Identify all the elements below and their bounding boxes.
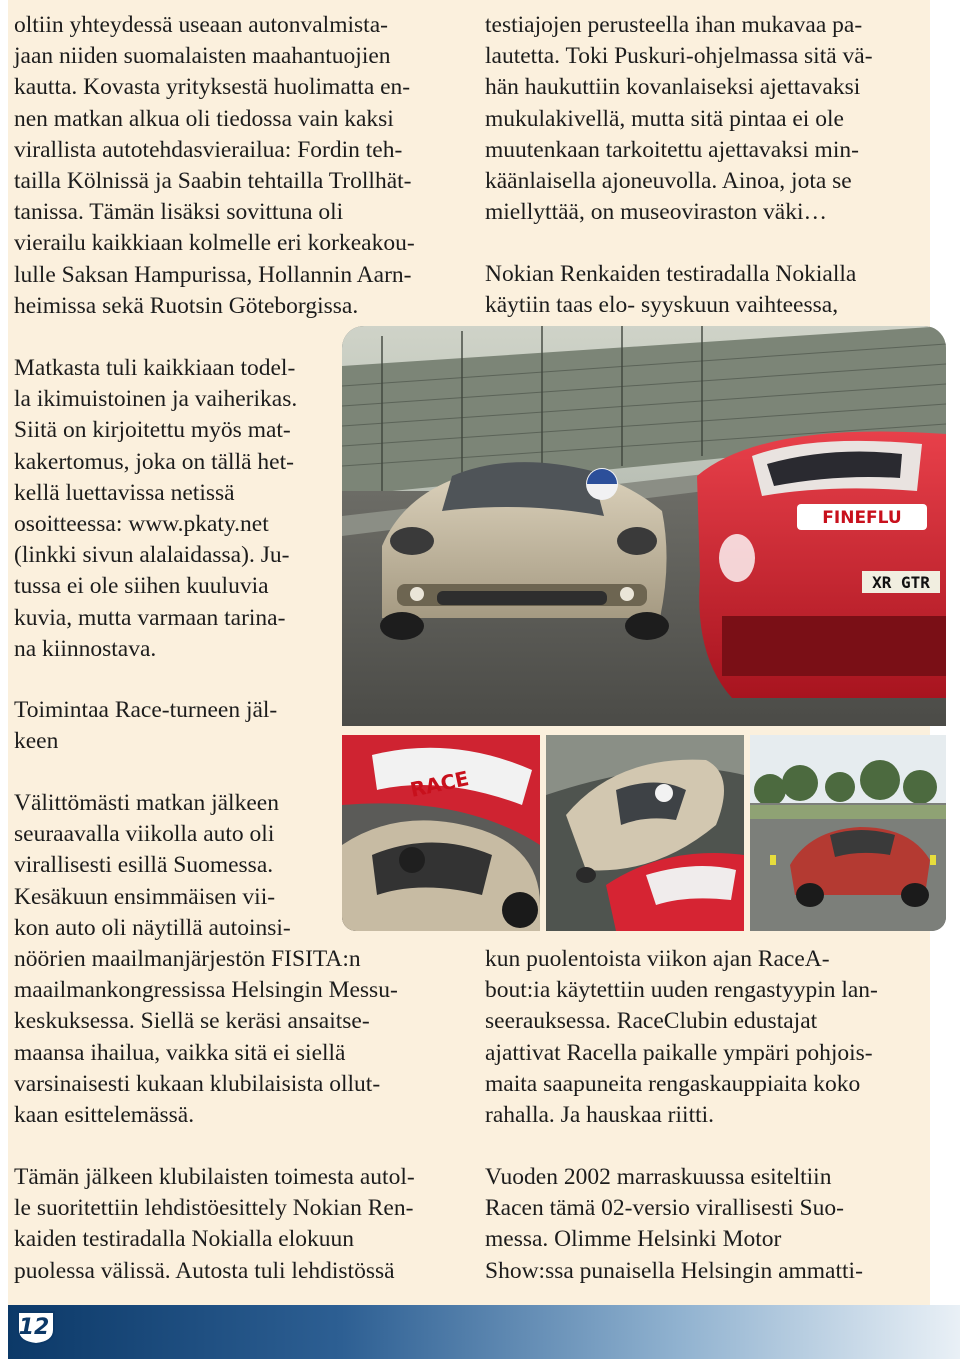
text-line: kuvia, mutta varmaan tarina- [14, 604, 286, 631]
text-line: puolessa välissä. Autosta tuli lehdistössä [14, 1257, 395, 1284]
left-paragraph-1 [14, 10, 452, 322]
text-line: kon auto oli näytillä autoinsi- [14, 914, 291, 941]
text-line: Racen tämä 02-versio virallisesti Suo- [485, 1195, 844, 1222]
text-line: tanissa. Tämän lisäksi sovittuna oli [14, 199, 344, 226]
footer-bar [8, 1305, 960, 1359]
text-line: Kesäkuun ensimmäisen vii- [14, 883, 276, 910]
text-line: Siitä on kirjoitettu myös mat- [14, 417, 291, 444]
text-line: nöörien maailmanjärjestön FISITA:n [14, 946, 361, 972]
text-line: maita saapuneita rengaskauppiaita koko [485, 1070, 861, 1097]
text-line: mukulakivellä, mutta sitä pintaa ei ole [485, 105, 844, 132]
text-line: lautetta. Toki Puskuri-ohjelmassa sitä vä- [485, 43, 873, 70]
right-paragraph-2 [485, 259, 924, 321]
text-line: keskuksessa. Siellä se keräsi ansaitse- [14, 1008, 370, 1035]
section-heading [14, 695, 338, 757]
text-line: tailla Kölnissä ja Saabin tehtailla Trollhät- [14, 168, 412, 195]
text-line: kakertomus, joka on tällä het- [14, 448, 294, 475]
text-line: jaan niiden suomalaisten maahantuojien [14, 43, 391, 70]
left-paragraph-4 [14, 1162, 452, 1287]
small-car-sticker: RACE [408, 766, 471, 802]
text-line: tussa ei ole siihen kuuluvia [14, 573, 269, 600]
text-line: osoitteessa: www.pkaty.net [14, 511, 269, 538]
text-line: Toimintaa Race-turneen jäl- [14, 697, 278, 723]
right-paragraph-3 [485, 944, 924, 1131]
text-line: käänlaisella ajoneuvolla. Ainoa, jota se [485, 168, 852, 195]
right-paragraph-4 [485, 1162, 924, 1287]
text-line: (linkki sivun alalaidassa). Ju- [14, 542, 290, 569]
left-paragraph-3-bottom [14, 944, 452, 1131]
car-photo-small-3 [750, 735, 946, 931]
text-line: kun puolentoista viikon ajan RaceA- [485, 946, 830, 972]
main-car-photo [342, 326, 946, 726]
text-line: virallista autotehdasvierailua: Fordin teh- [14, 136, 403, 163]
text-line: muutenkaan tarkoitettu ajettavaksi min- [485, 136, 859, 163]
text-line: virallisesti esillä Suomessa. [14, 852, 274, 879]
text-line: rahalla. Ja hauskaa riitti. [485, 1102, 715, 1129]
text-line: oltiin yhteydessä useaan autonvalmista- [14, 12, 388, 38]
text-line: kellä luettavissa netissä [14, 479, 235, 506]
text-line: ajattivat Racella paikalle ympäri pohjois- [485, 1039, 873, 1066]
text-line: bout:ia käytettiin uuden rengastyypin lan- [485, 977, 878, 1004]
text-line: keen [14, 728, 59, 755]
text-line: na kiinnostava. [14, 635, 157, 662]
right-paragraph-1 [485, 10, 924, 228]
text-line: miellyttää, on museoviraston väki… [485, 199, 827, 226]
text-line: kaan esittelemässä. [14, 1102, 195, 1129]
text-line: käytiin taas elo- syyskuun vaihteessa, [485, 292, 839, 319]
text-line: heimissa sekä Ruotsin Göteborgissa. [14, 292, 359, 319]
text-line: Tämän jälkeen klubilaisten toimesta autol- [14, 1164, 415, 1190]
text-line: testiajojen perusteella ihan mukavaa pa- [485, 12, 863, 38]
car-photo-small-1 [342, 735, 540, 931]
text-line: kaiden testiradalla Nokialla elokuun [14, 1226, 354, 1253]
text-line: vierailu kaikkiaan kolmelle eri korkeakou- [14, 230, 415, 257]
text-line: maailmankongressissa Helsingin Messu- [14, 977, 398, 1004]
main-car-sticker-1: FINEFLU [822, 508, 902, 528]
text-line: varsinaisesti kukaan klubilaisista ollut- [14, 1070, 381, 1097]
text-line: Nokian Renkaiden testiradalla Nokialla [485, 261, 857, 287]
text-line: maansa ihailua, vaikka sitä ei siellä [14, 1039, 346, 1066]
text-line: messa. Olimme Helsinki Motor [485, 1226, 782, 1253]
page-number: 12 [18, 1315, 50, 1340]
main-car-sticker-2: XR GTR [872, 573, 930, 592]
car-photo-small-2 [546, 735, 744, 931]
text-line: Välittömästi matkan jälkeen [14, 790, 279, 816]
text-line: le suoritettiin lehdistöesittely Nokian Ren- [14, 1195, 414, 1222]
text-line: Vuoden 2002 marraskuussa esiteltiin [485, 1164, 832, 1190]
left-paragraph-3-top [14, 788, 338, 944]
text-line: seuraavalla viikolla auto oli [14, 821, 275, 848]
left-paragraph-2 [14, 353, 338, 665]
text-line: seerauksessa. RaceClubin edustajat [485, 1008, 818, 1035]
text-line: nen matkan alkua oli tiedossa vain kaksi [14, 105, 394, 132]
text-line: Matkasta tuli kaikkiaan todel- [14, 355, 296, 381]
text-line: hän haukuttiin kovanlaiseksi ajettavaksi [485, 74, 861, 101]
text-line: kautta. Kovasta yrityksestä huolimatta en- [14, 74, 411, 101]
text-line: lulle Saksan Hampurissa, Hollannin Aarn- [14, 261, 412, 288]
text-line: Show:ssa punaisella Helsingin ammatti- [485, 1257, 863, 1284]
text-line: la ikimuistoinen ja vaiherikas. [14, 386, 298, 413]
